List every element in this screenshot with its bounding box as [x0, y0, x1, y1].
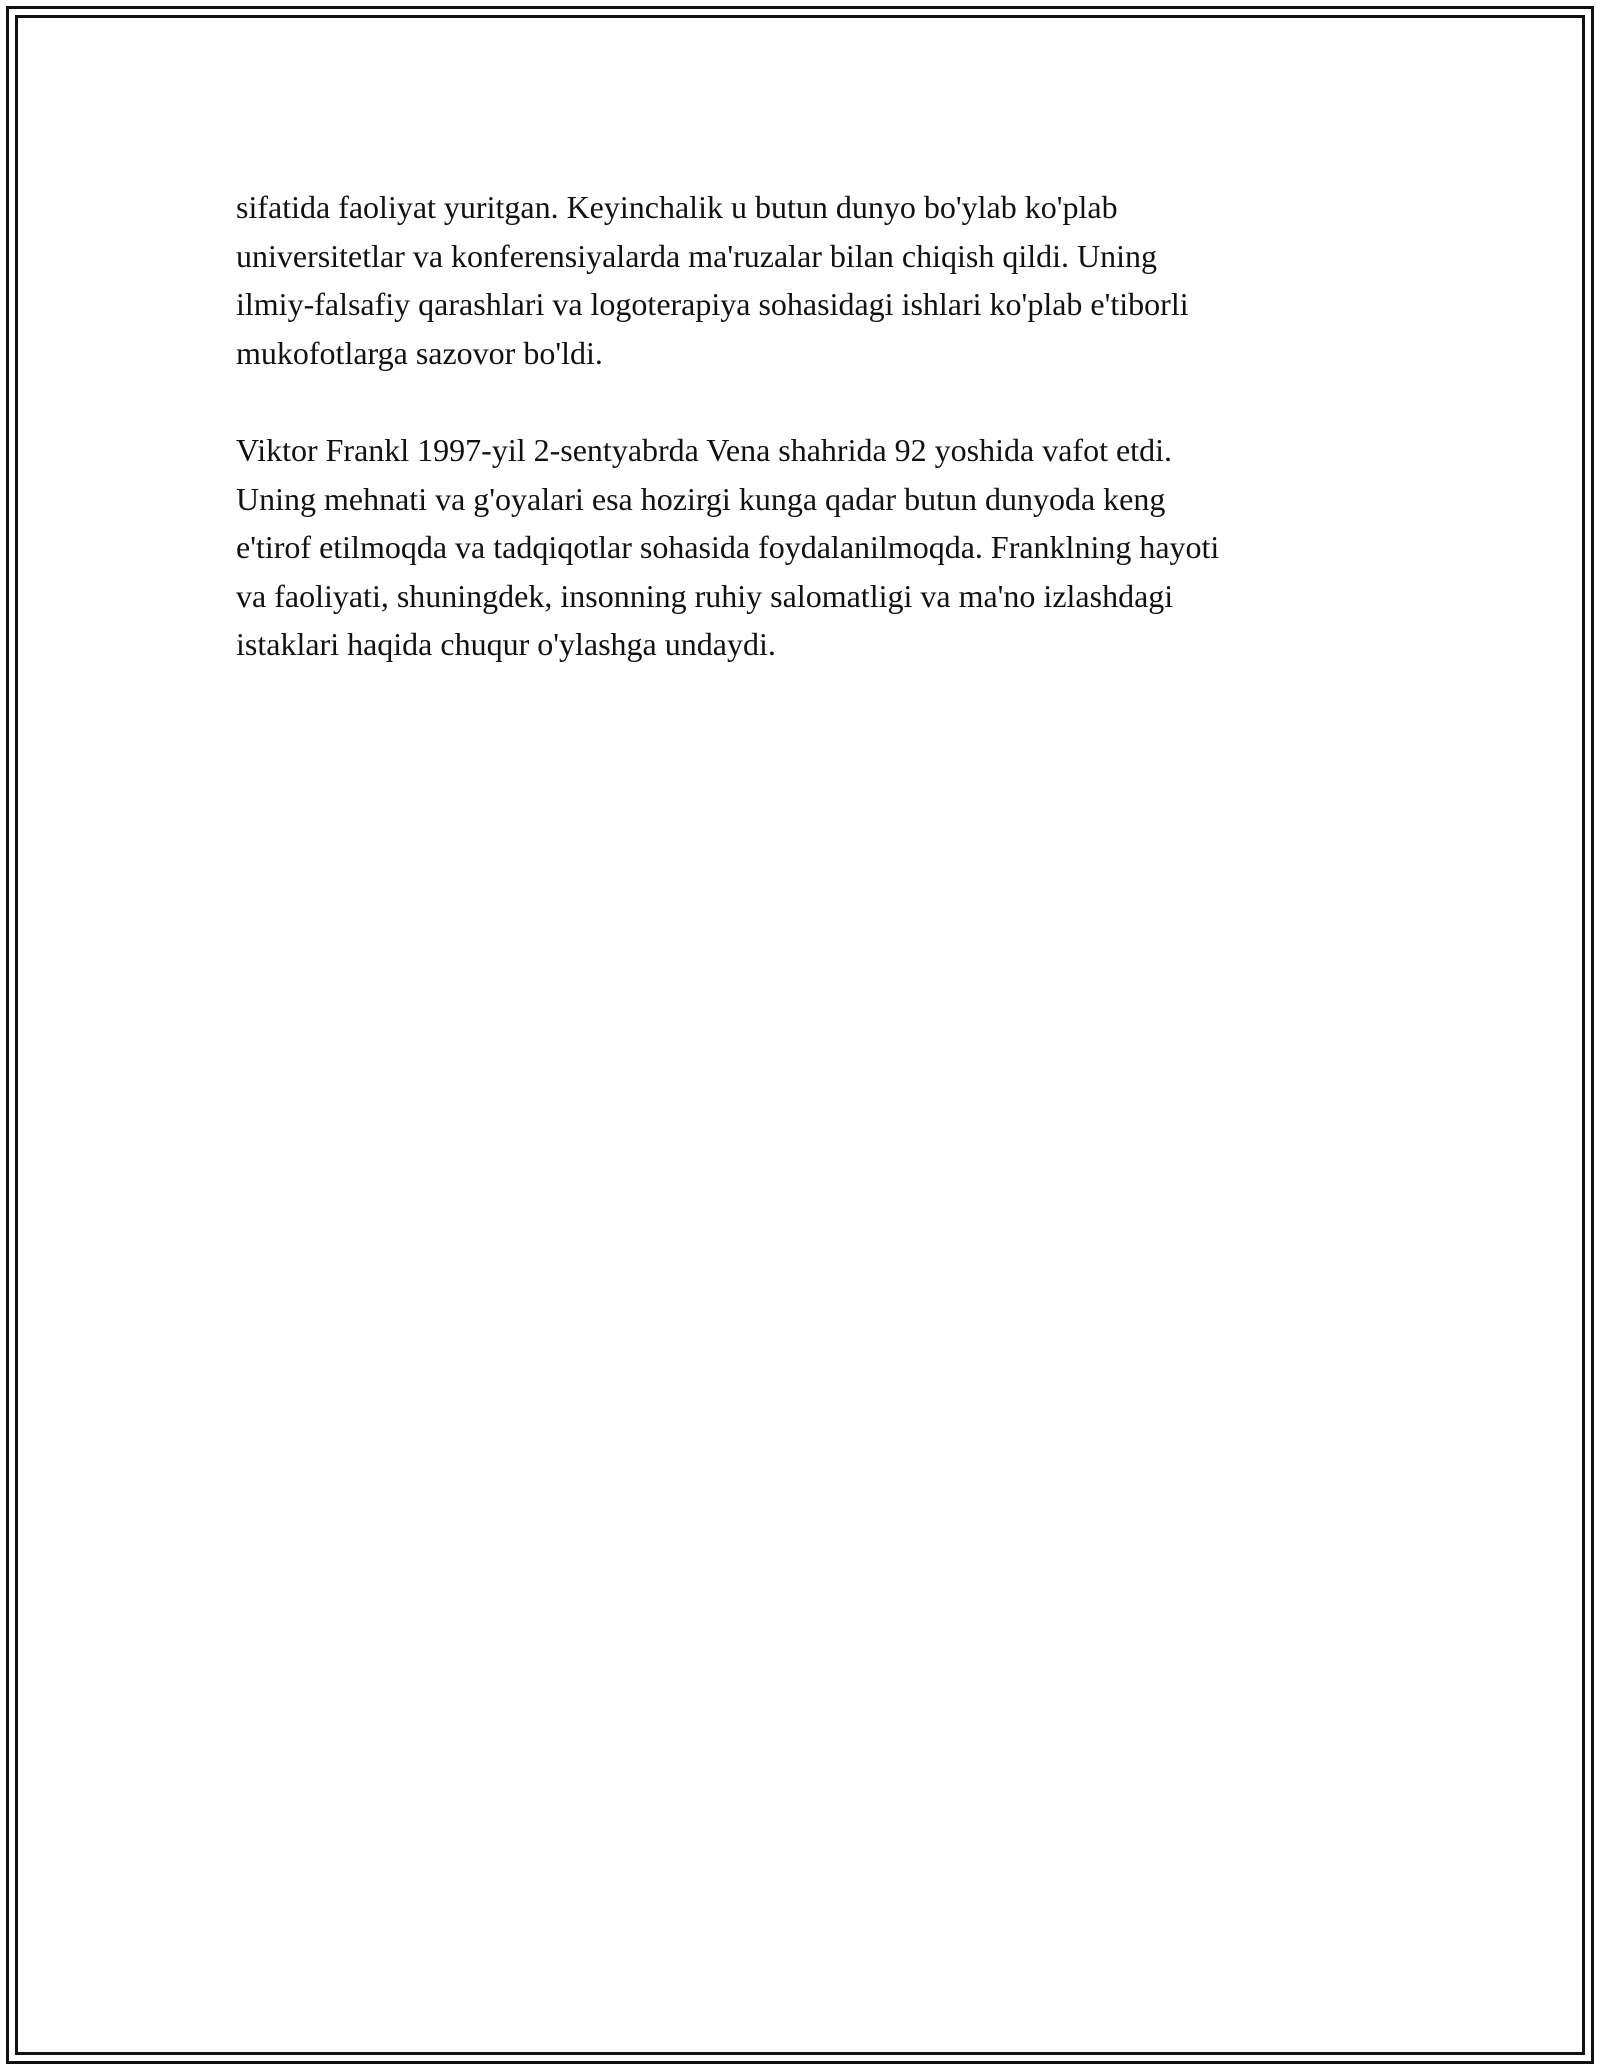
- paragraph-line: e'tirof etilmoqda va tadqiqotlar sohasida foydalanilmoqda. Franklning hayoti: [236, 529, 1220, 565]
- paragraph-2: [236, 426, 1366, 669]
- paragraph-line: va faoliyati, shuningdek, insonning ruhiy salomatligi va ma'no izlashdagi: [236, 577, 1174, 614]
- paragraph-line: Uning mehnati va g'oyalari esa hozirgi kunga qadar butun dunyoda keng: [236, 480, 1166, 517]
- paragraph-line: universitetlar va konferensiyalarda ma'ruzalar bilan chiqish qildi. Uning: [236, 237, 1158, 274]
- paragraph-1: [236, 183, 1366, 377]
- paragraph-line: Viktor Frankl 1997-yil 2-sentyabrda Vena shahrida 92 yoshida vafot etdi.: [236, 432, 1172, 468]
- paragraph-line: ilmiy-falsafiy qarashlari va logoterapiya sohasidagi ishlari ko'plab e'tiborli: [236, 286, 1189, 322]
- document-body: [236, 183, 1366, 718]
- paragraph-line: mukofotlarga sazovor bo'ldi.: [236, 334, 603, 371]
- paragraph-line: istaklari haqida chuqur o'ylashga undaydi.: [236, 626, 776, 662]
- paragraph-line: sifatida faoliyat yuritgan. Keyinchalik u butun dunyo bo'ylab ko'plab: [236, 189, 1118, 225]
